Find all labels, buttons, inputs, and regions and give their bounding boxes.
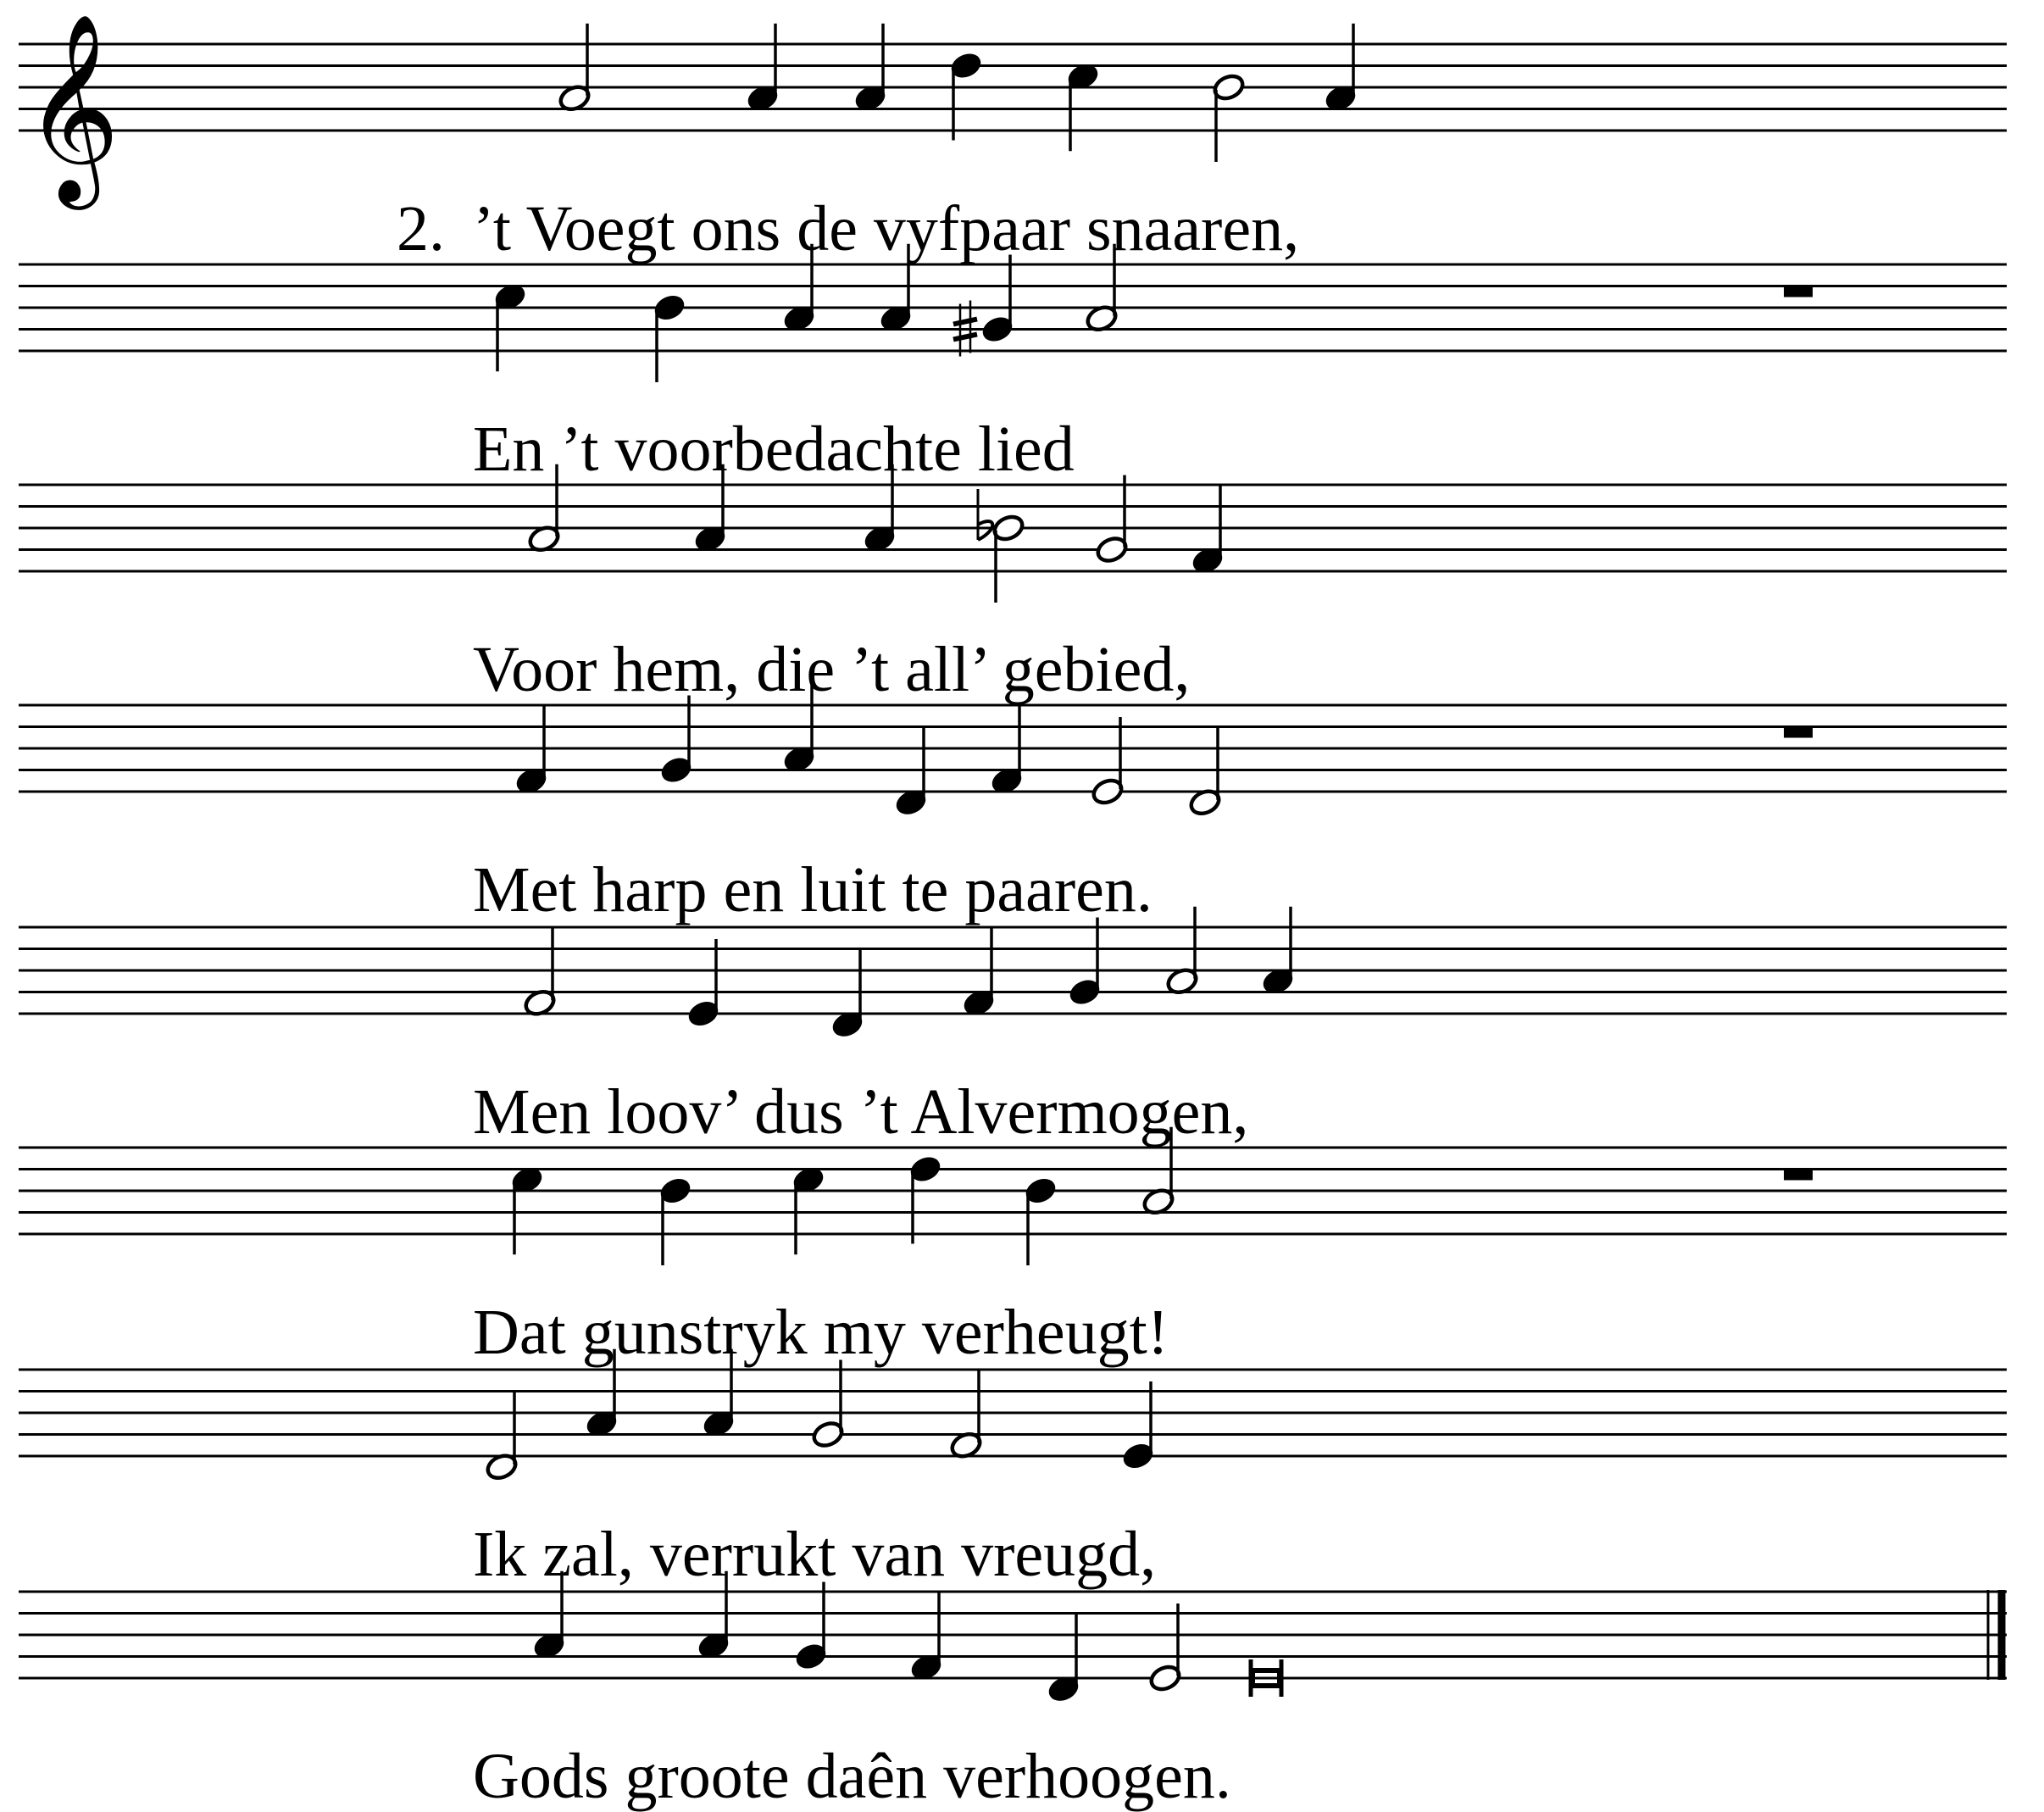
note	[1047, 1615, 1081, 1704]
note	[1212, 72, 1247, 162]
note	[909, 1592, 944, 1682]
note	[1121, 1381, 1156, 1471]
note	[686, 939, 721, 1029]
note	[1324, 24, 1358, 114]
note	[1188, 728, 1223, 818]
note	[894, 728, 929, 818]
staff-system	[19, 1127, 2007, 1265]
note	[523, 928, 558, 1018]
note	[830, 950, 865, 1040]
note	[1165, 907, 1200, 997]
note	[485, 1392, 519, 1482]
note	[1068, 918, 1103, 1008]
note	[791, 1164, 826, 1254]
note	[853, 24, 888, 114]
note	[558, 24, 592, 114]
note	[908, 1153, 943, 1243]
staff-system	[19, 1349, 2007, 1482]
lyric-line: Gods groote daên verhoogen.	[473, 1741, 1231, 1812]
note	[1024, 1176, 1058, 1265]
note	[811, 1360, 846, 1450]
note	[493, 281, 528, 371]
lyric-line: ’t Voegt ons de vyfpaar snaaren,	[473, 193, 1300, 264]
lyric-line: Voor hem, die ’t all’ gebied,	[473, 634, 1191, 705]
staff-system	[19, 244, 2007, 382]
note	[962, 928, 997, 1018]
staff-system	[19, 464, 2007, 603]
note	[1095, 475, 1130, 565]
note	[1191, 486, 1225, 575]
note	[1091, 717, 1125, 807]
note	[659, 696, 694, 786]
note	[794, 1582, 829, 1672]
note	[990, 706, 1025, 796]
half-rest	[1784, 287, 1813, 297]
note	[949, 1370, 984, 1460]
note	[658, 1176, 693, 1265]
staff-system	[19, 907, 2007, 1040]
note	[514, 706, 549, 796]
lyric-line: Dat gunstryk my verheugt!	[473, 1297, 1169, 1368]
note	[746, 24, 780, 114]
verse-number: 2.	[397, 193, 445, 264]
note	[1261, 907, 1296, 997]
flat-icon	[978, 489, 992, 540]
lyric-line: Met harp en luit te paaren.	[473, 854, 1153, 925]
note	[653, 292, 687, 382]
half-rest	[1784, 728, 1813, 738]
note	[1148, 1604, 1183, 1693]
note	[949, 50, 984, 140]
half-rest	[1784, 1170, 1813, 1181]
staff-system	[19, 13, 2007, 210]
treble-clef-icon: 𝄞	[24, 13, 120, 202]
lyric-line: Men loov’ dus ’t Alvermogen,	[473, 1076, 1249, 1148]
note	[510, 1164, 545, 1254]
staff-system	[19, 1571, 2007, 1704]
lyric-line: Ik zal, verrukt van vreugd,	[473, 1519, 1157, 1590]
lyric-line: En ’t voorbedachte lied	[473, 414, 1075, 485]
note	[1066, 61, 1101, 151]
note	[953, 255, 1014, 357]
